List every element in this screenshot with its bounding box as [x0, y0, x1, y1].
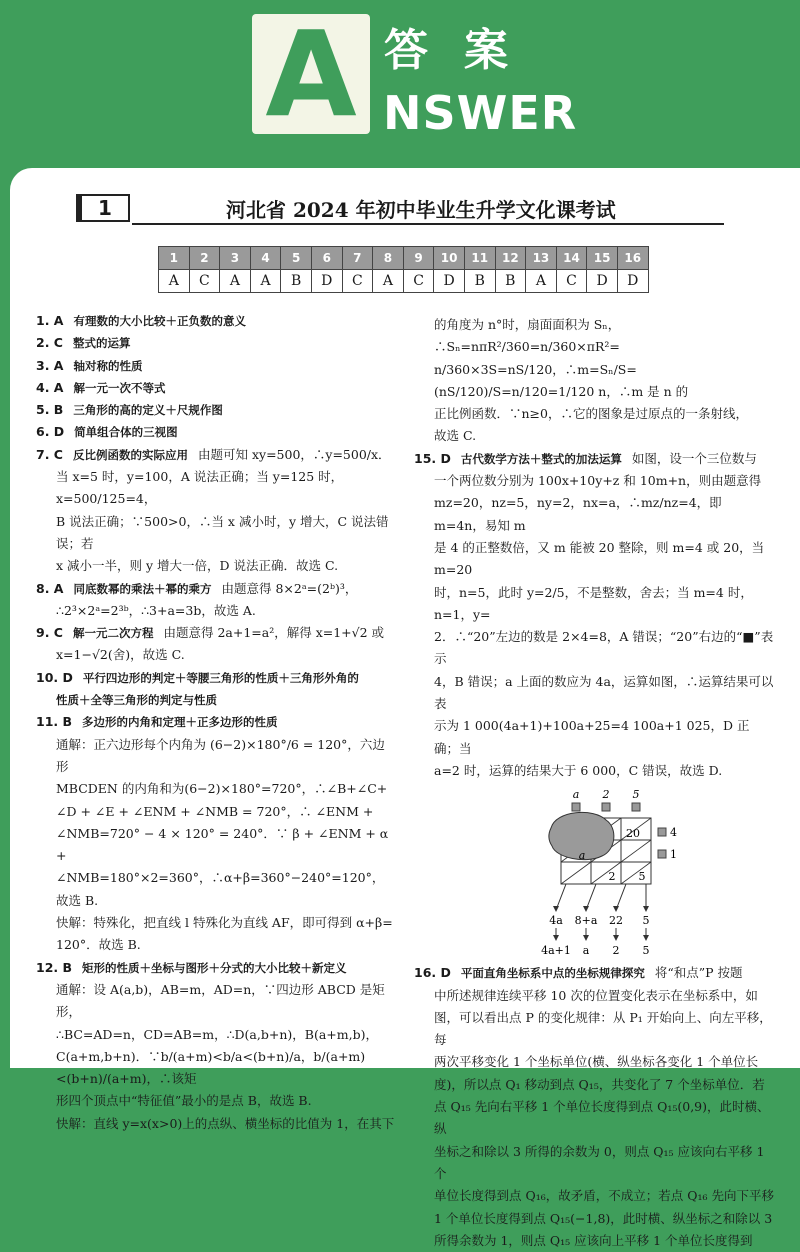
knowledge-point: 整式的运算 [72, 336, 131, 351]
solution-line [36, 511, 396, 556]
knowledge-point: 解一元二次方程 [72, 626, 154, 641]
solution-line [36, 399, 396, 421]
answer-key-number: 12 [495, 247, 526, 270]
solution-line [36, 421, 396, 443]
answer-key-number: 3 [220, 247, 251, 270]
solution-line [36, 600, 396, 622]
solution-line [36, 801, 396, 823]
solution-line [36, 1024, 396, 1046]
solution-line [36, 377, 396, 399]
answer-key-number: 11 [464, 247, 495, 270]
answer-key-number: 1 [159, 247, 190, 270]
solution-text: 120°．故选 B. [56, 937, 141, 953]
solution-line [36, 466, 396, 511]
figure-side-square [658, 850, 666, 858]
solution-text: 当 x=5 时，y=100，A 说法正确；当 y=125 时，x=500/125=4， [56, 469, 344, 507]
solution-line [36, 644, 396, 666]
answer-letter-badge: A [252, 14, 370, 134]
question-number: 4. A [36, 379, 64, 395]
solution-text: n/360×3S=nS/120，∴m=Sₙ/S=(nS/120)/S=n/120=1/120 n，∴m 是 n 的 [434, 361, 689, 399]
answer-paper [10, 168, 800, 1248]
question-number: 2. C [36, 335, 63, 351]
solution-text: 所得余数为 1，则点 Q₁₅ 应该向上平移 1 个单位长度得到 [434, 1232, 753, 1248]
knowledge-point: 反比例函数的实际应用 [72, 447, 188, 462]
figure-arrow-head [553, 935, 559, 941]
figure-arrow-head [613, 906, 619, 912]
solution-text: 时，n=5，此时 y=2/5，不是整数，舍去；当 m=4 时，n=1，y= [434, 584, 753, 622]
solution-text: 快解：特殊化，把直线 l 特殊化为直线 AF，即可得到 α+β= [56, 915, 393, 931]
figure-arrow-head [553, 906, 559, 912]
question-number: 12. B [36, 959, 73, 975]
figure-grid-diagonal [561, 862, 591, 884]
solution-line [414, 582, 774, 627]
solution-text: 两次平移变化 1 个坐标单位(横、纵坐标各变化 1 个单位长 [434, 1054, 759, 1070]
answer-key-number: 13 [526, 247, 557, 270]
answer-key-number: 10 [434, 247, 465, 270]
figure-top-label: 2 [602, 788, 610, 802]
solution-line [414, 671, 774, 716]
answer-key-number: 5 [281, 247, 312, 270]
solution-line [414, 1051, 774, 1073]
knowledge-point: 平面直角坐标系中点的坐标规律探究 [460, 966, 645, 981]
right-column [414, 314, 774, 1252]
solution-line [414, 1185, 774, 1207]
solution-line [414, 359, 774, 404]
knowledge-point: 多边形的内角和定理＋正多边形的性质 [82, 715, 278, 730]
solution-text: 中所述规律连续平移 10 次的位置变化表示在坐标系中，如 [434, 987, 758, 1003]
answer-key-letter: C [556, 270, 587, 293]
solution-line [414, 962, 774, 984]
figure-top-square [632, 803, 640, 811]
knowledge-point: 矩形的性质＋坐标与图形＋分式的大小比较＋新定义 [82, 960, 347, 975]
solution-line [36, 778, 396, 800]
solution-text: B 说法正确；∵500>0，∴当 x 减小时，y 增大，C 说法错误；若 [56, 513, 389, 551]
figure-sum-row1: 22 [609, 914, 623, 928]
question-number: 15. D [414, 450, 451, 466]
figure-sum-row1: 4a [549, 914, 563, 928]
solution-text: ∠NMB=720° − 4 × 120° = 240°．∵ β + ∠ENM + α + [56, 825, 389, 864]
figure-arrow-head [613, 935, 619, 941]
solution-line [36, 890, 396, 912]
answer-title-cn: 答案 [384, 25, 544, 76]
knowledge-point: 解一元一次不等式 [73, 380, 166, 395]
answer-key-number: 9 [403, 247, 434, 270]
figure-grid-diagonal [621, 862, 651, 884]
solution-line [36, 912, 396, 934]
solution-text: MBCDEN 的内角和为(6−2)×180°=720°，∴∠B+∠C+ [56, 781, 388, 797]
solution-text: 坐标之和除以 3 所得的余数为 0，则点 Q₁₅ 应该向右平移 1 个 [434, 1143, 765, 1181]
figure-side-square [658, 828, 666, 836]
figure-top-square [572, 803, 580, 811]
solution-line [414, 1208, 774, 1230]
answer-key-letter: A [159, 270, 190, 293]
figure-arrow-head [583, 935, 589, 941]
solution-line [36, 622, 396, 644]
solution-text: 一个两位数分别为 100x+10y+z 和 10m+n，则由题意得 [434, 473, 762, 489]
answer-key-letter: B [495, 270, 526, 293]
solution-line [36, 1046, 396, 1091]
figure-grid-diagonal [591, 862, 621, 884]
figure-sum-row2: 5 [642, 944, 650, 958]
solution-text: 由题可知 xy=500，∴y=500/x． [197, 446, 391, 462]
solution-text: 单位长度得到点 Q₁₆，故矛盾，不成立；若点 Q₁₆ 先向下平移 [434, 1188, 774, 1204]
knowledge-point: 古代数学方法＋整式的加法运算 [460, 451, 622, 466]
answer-key-number: 15 [587, 247, 618, 270]
solution-text: 点 Q₁₅ 先向右平移 1 个单位长度得到点 Q₁₅(0,9)，此时横、纵 [434, 1099, 770, 1137]
solution-line [36, 667, 396, 689]
knowledge-point: 轴对称的性质 [73, 358, 143, 373]
solution-line [414, 626, 774, 671]
solution-line [36, 444, 396, 466]
answer-key-letter: A [220, 270, 251, 293]
solution-text: ∴2³×2ᵃ=2³ᵇ，∴3+a=3b，故选 A. [56, 602, 256, 618]
figure-grid-value: 20 [626, 827, 640, 841]
exam-title: 河北省 2024 年初中毕业生升学文化课考试 [226, 198, 616, 222]
solution-text: 4，B 错误；a 上面的数应为 4a，运算如图，∴运算结果可以表 [434, 673, 774, 712]
solution-text: ∴BC=AD=n，CD=AB=m，∴D(a,b+n)，B(a+m,b)， [56, 1026, 378, 1042]
solution-text: 快解：直线 y=x(x>0)上的点纵、横坐标的比值为 1，在其下 [56, 1115, 395, 1131]
solution-text: 性质＋全等三角形的判定与性质 [56, 693, 217, 708]
exam-title-row [76, 192, 724, 226]
answer-key-letter: D [617, 270, 648, 293]
solution-line [414, 1007, 774, 1052]
figure-grid-diagonal [621, 840, 651, 862]
question-number: 9. C [36, 625, 63, 641]
solution-text: 1 个单位长度得到点 Q₁₅(−1,8)，此时横、纵坐标之和除以 3 [434, 1210, 773, 1226]
solution-line [36, 689, 396, 711]
solution-line [36, 711, 396, 733]
solution-text: mz=20，nz=5，ny=2，nx=a，∴mz/nz=4，即 m=4n，易知 m [434, 495, 722, 533]
figure-sum-row2: 2 [612, 944, 620, 958]
answer-key-letter: D [434, 270, 465, 293]
solution-line [414, 470, 774, 492]
figure-arrow-head [643, 906, 649, 912]
question-number: 1. A [36, 313, 64, 328]
answer-key-number: 7 [342, 247, 373, 270]
solution-line [36, 867, 396, 889]
answer-key-number: 16 [617, 247, 648, 270]
answer-key-number: 2 [189, 247, 220, 270]
solution-line [36, 934, 396, 956]
exam-number: 1 [76, 194, 130, 222]
question-number: 7. C [36, 446, 63, 462]
solution-text: 形四个顶点中“特征值”最小的是点 B，故选 B. [56, 1093, 312, 1109]
figure-top-square [602, 803, 610, 811]
solution-line [36, 355, 396, 377]
answer-key-letter: A [373, 270, 404, 293]
figure-side-label: 4 [670, 826, 677, 840]
answer-key-letter: D [587, 270, 618, 293]
answer-key-number: 6 [311, 247, 342, 270]
solution-line [36, 823, 396, 868]
solution-line [414, 760, 774, 782]
solution-line [36, 957, 396, 979]
solution-line [414, 1074, 774, 1096]
solution-text: ∠NMB=180°×2=360°，∴α+β=360°−240°=120°， [56, 870, 385, 886]
figure-sum-row2: a [582, 944, 590, 958]
solution-text: ∠D + ∠E + ∠ENM + ∠NMB = 720°，∴ ∠ENM + [56, 803, 374, 819]
figure-sum-row2: 4a+1 [541, 944, 571, 958]
solution-line [414, 715, 774, 760]
solution-text: 故选 C. [434, 428, 477, 444]
solution-line [414, 314, 774, 359]
answer-key-letter: D [311, 270, 342, 293]
answer-key-letter: A [526, 270, 557, 293]
answer-title-en: NSWER [383, 86, 578, 140]
answer-key-letter: C [403, 270, 434, 293]
solution-text: 2．∴“20”左边的数是 2×4=8，A 错误；“20”右边的“■”表示 [434, 629, 774, 667]
question-number: 6. D [36, 424, 65, 440]
title-underline [132, 223, 724, 225]
answer-key-letter: B [281, 270, 312, 293]
knowledge-point: 同底数幂的乘法＋幂的乘方 [73, 581, 212, 596]
knowledge-point: 有理数的大小比较＋正负数的意义 [73, 314, 246, 328]
figure-container [541, 788, 696, 958]
solution-line [36, 310, 396, 332]
solution-line [414, 1230, 774, 1252]
solution-line [414, 403, 774, 425]
question-number: 5. B [36, 402, 64, 418]
solution-line [36, 1090, 396, 1112]
figure-side-label: 1 [670, 848, 677, 862]
answer-key-number: 14 [556, 247, 587, 270]
question-number: 8. A [36, 580, 64, 596]
solution-text: 由题意得 8×2ᵃ=(2ᵇ)³， [221, 580, 358, 596]
solution-text: 通解：设 A(a,b)，AB=m，AD=n，∵四边形 ABCD 是矩形， [56, 981, 385, 1020]
solution-line [414, 985, 774, 1007]
solution-line [36, 734, 396, 779]
solution-text: x 减小一半，则 y 增大一倍，D 说法正确．故选 C. [56, 558, 339, 574]
solution-line [414, 537, 774, 582]
answer-key-letter: C [189, 270, 220, 293]
question-number: 10. D [36, 669, 73, 685]
question-number: 3. A [36, 357, 64, 373]
figure-grid-value: 5 [638, 870, 646, 884]
answer-key-letter: C [342, 270, 373, 293]
solution-text: 故选 B. [56, 892, 99, 908]
solution-text: 的角度为 n°时，扇面面积为 Sₙ，∴Sₙ=nπR²/360=n/360×πR²= [434, 317, 621, 355]
solution-line [36, 555, 396, 577]
figure-top-label: a [572, 788, 580, 802]
solution-text: C(a+m,b+n)．∵b/(a+m)<b/a<(b+n)/a，b/(a+m)<(b+n)/(a+m)，∴该矩 [56, 1048, 366, 1087]
solution-line [36, 332, 396, 354]
solution-line [36, 578, 396, 600]
answer-key-numbers [159, 247, 649, 270]
figure-grid-value: 2 [608, 870, 616, 884]
answer-key-number: 4 [250, 247, 281, 270]
question-number: 11. B [36, 714, 73, 730]
solution-text: x=1−√2(舍)，故选 C. [56, 647, 185, 663]
answer-header [0, 0, 800, 170]
answer-key-letter: A [250, 270, 281, 293]
solution-text: 由题意得 2a+1=a²，解得 x=1+√2 或 [163, 625, 385, 641]
knowledge-point: 简单组合体的三视图 [74, 425, 178, 440]
solution-line [414, 1096, 774, 1141]
figure-grid-value: a [578, 849, 586, 863]
answer-key-letter: B [464, 270, 495, 293]
solution-line [414, 1141, 774, 1186]
knowledge-point: 三角形的高的定义＋尺规作图 [73, 403, 223, 418]
figure-top-label: 5 [632, 788, 640, 802]
figure-sum-row1: 8+a [574, 914, 598, 928]
left-column [36, 310, 396, 1135]
solution-text: 是 4 的正整数倍，又 m 能被 20 整除，则 m=4 或 20，当 m=20 [434, 539, 765, 578]
vertical-multiplication-figure [541, 788, 696, 958]
solution-line [414, 425, 774, 447]
answer-key-number: 8 [373, 247, 404, 270]
solution-text: 示为 1 000(4a+1)+100a+25=4 100a+1 025，D 正确；当 [434, 718, 750, 756]
figure-sum-row1: 5 [642, 914, 650, 928]
knowledge-point: 平行四边形的判定＋等腰三角形的性质＋三角形外角的 [82, 670, 359, 685]
answer-key-letters [159, 270, 649, 293]
solution-text: 正比例函数．∵n≥0，∴它的图象是过原点的一条射线， [434, 406, 748, 422]
solution-text: 度)，所以点 Q₁ 移动到点 Q₁₅，共变化了 7 个坐标单位．若 [434, 1076, 765, 1092]
solution-text: 通解：正六边形每个内角为 (6−2)×180°/6 = 120°，六边形 [56, 736, 385, 774]
figure-arrow-head [643, 935, 649, 941]
answer-key-table [158, 246, 649, 293]
solution-line [36, 979, 396, 1024]
solution-text: 将“和点”P 按题 [654, 965, 743, 981]
solution-line [36, 1113, 396, 1135]
solution-text: 如图，设一个三位数与 [631, 450, 757, 466]
solution-text: 图，可以看出点 P 的变化规律：从 P₁ 开始向上、向左平移，每 [434, 1009, 772, 1048]
solution-line [414, 448, 774, 470]
solution-line [414, 492, 774, 537]
solution-text: a=2 时，运算的结果大于 6 000，C 错误，故选 D. [434, 762, 723, 778]
figure-arrow-head [583, 906, 589, 912]
question-number: 16. D [414, 965, 451, 981]
